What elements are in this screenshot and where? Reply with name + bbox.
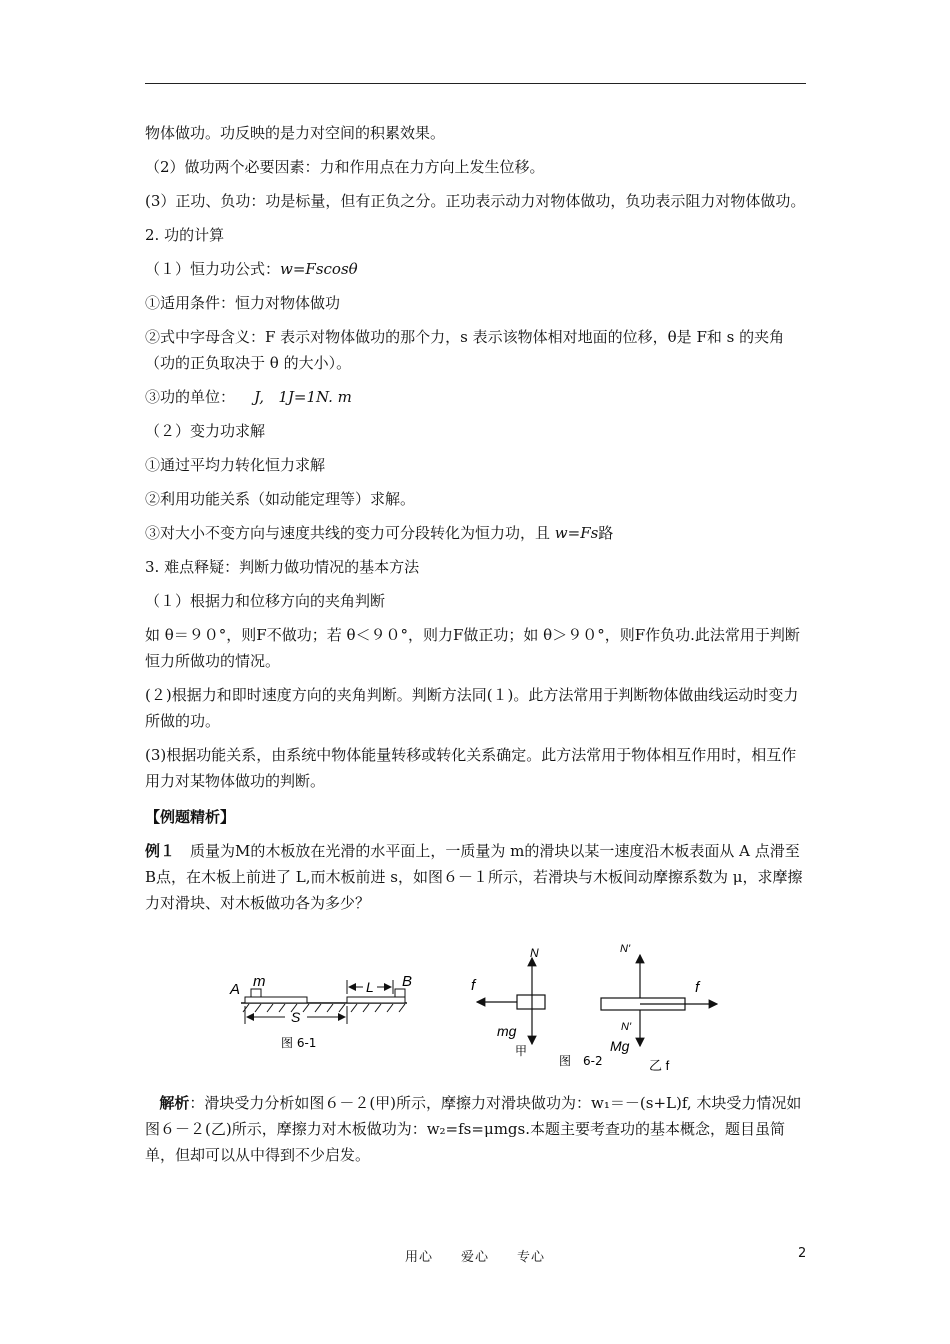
subsection-angle: （１）根据力和位移方向的夹角判断	[145, 592, 386, 610]
subsection-label: （１）恒力功公式：	[145, 260, 281, 278]
paragraph: ①通过平均力转化恒力求解	[145, 456, 326, 474]
label-mg: mg	[497, 1023, 517, 1039]
text: 路	[598, 524, 614, 542]
paragraph: （2）做功两个必要因素：力和作用点在力方向上发生位移。	[145, 158, 545, 176]
paragraph	[145, 520, 806, 546]
subsection-variable-force: （２）变力功求解	[145, 422, 266, 440]
text: ③对大小不变方向与速度共线的变力可分段转化为恒力功，且	[145, 524, 555, 542]
page-number: 2	[798, 1246, 807, 1261]
slider-block-shape	[251, 989, 261, 997]
formula: w=Fscosθ	[280, 260, 358, 278]
examples-heading: 【例题精析】	[145, 808, 236, 826]
header-rule	[145, 83, 806, 84]
section-title-difficulty: 3. 难点释疑：判断力做功情况的基本方法	[145, 558, 420, 576]
label-m: m	[253, 973, 266, 990]
document-body	[145, 120, 806, 1176]
label-yi: 乙 f	[649, 1058, 670, 1073]
board-shape	[245, 997, 307, 1003]
slider-free-body	[517, 995, 545, 1009]
subsection-constant-force	[145, 256, 806, 282]
solution-label: 解析	[159, 1094, 190, 1112]
figure-6-2-b	[601, 943, 717, 1073]
solution-paragraph	[145, 1090, 806, 1168]
paragraph: (２)根据力和即时速度方向的夹角判断。判断方法同(１)。此方法常用于判断物体做曲线运动时变力所做的功。	[145, 686, 799, 730]
footer-motto: 用心 爱心 专心	[404, 1250, 545, 1265]
figure-6-2-a	[471, 946, 545, 1058]
paragraph: ②式中字母含义：F 表示对物体做功的那个力，s 表示该物体相对地面的位移，θ是 F和 s 的夹角（功的正负取决于 θ 的大小）。	[145, 328, 785, 372]
paragraph: 如 θ＝９０°，则F不做功；若 θ＜９０°，则力F做正功；如 θ＞９０°，则F作负功.此法常用于判断恒力所做功的情况。	[145, 626, 800, 670]
figure-6-1-caption: 图 6-1	[281, 1036, 317, 1050]
solution-text: ：滑块受力分析如图６－２(甲)所示，摩擦力对滑块做功为：w₁＝－(s+L)f, 木块受力情况如图６－２(乙)所示，摩擦力对木板做功为：w₂=fs=μmgs.本题主要考查功的基本概念，题目虽简单，但却可以从中得到不少启发。	[145, 1094, 802, 1164]
example-1	[145, 838, 806, 916]
section-title-work-calculation: 2. 功的计算	[145, 226, 225, 244]
figures	[145, 930, 806, 1080]
example-label: 例１	[145, 842, 176, 860]
figure-diagrams	[145, 930, 806, 1080]
paragraph: (3）正功、负功：功是标量，但有正负之分。正功表示动力对物体做功，负功表示阻力对物体做功。	[145, 192, 806, 210]
figure-6-2-caption: 图 6-2	[559, 1054, 603, 1068]
label-n: N	[530, 946, 539, 960]
example-text: 质量为M的木板放在光滑的水平面上，一质量为 m的滑块以某一速度沿木板表面从 A 点滑至 B点，在木板上前进了 L,而木板前进 s，如图６－１所示，若滑块与木板间动摩擦系数为 μ，求摩擦力对滑块、对木板做功各为多少？	[145, 842, 803, 912]
label-n-prime-top: N'	[620, 943, 631, 955]
label-l: L	[366, 979, 374, 995]
paragraph: (3)根据功能关系，由系统中物体能量转移或转化关系确定。此方法常用于物体相互作用时，相互作用力对某物体做功的判断。	[145, 746, 797, 790]
formula: w=Fs	[554, 524, 599, 542]
paragraph: ②利用功能关系（如动能定理等）求解。	[145, 490, 416, 508]
label-a: A	[230, 981, 241, 998]
unit-label: ③功的单位：	[145, 388, 236, 406]
label-s: S	[291, 1009, 301, 1025]
label-jia: 甲	[515, 1044, 528, 1058]
paragraph: 物体做功。功反映的是力对空间的积累效果。	[145, 124, 446, 142]
label-b: B	[402, 973, 413, 990]
label-f: f	[471, 977, 476, 994]
label-f-board: f	[695, 979, 700, 996]
label-n-prime-bottom: N'	[621, 1021, 632, 1033]
label-big-mg: Mg	[610, 1038, 630, 1054]
figure-6-1	[229, 973, 412, 1050]
unit-line	[145, 384, 806, 410]
paragraph: ①适用条件：恒力对物体做功	[145, 294, 341, 312]
unit-symbol: J,	[254, 388, 264, 406]
unit-equation: 1J=1N. m	[278, 388, 352, 406]
